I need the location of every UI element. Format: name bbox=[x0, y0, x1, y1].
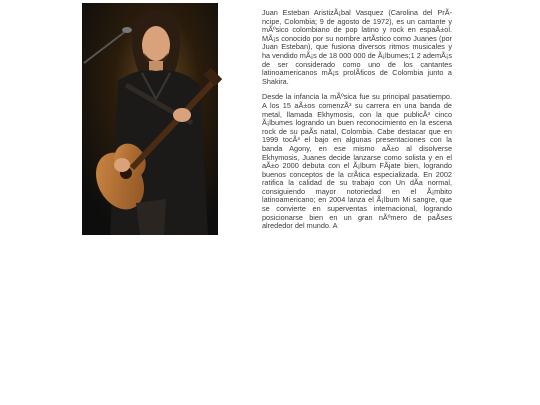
guitarist-photo bbox=[82, 3, 218, 235]
bio-paragraph-1: Juan Esteban AristizÃ¡bal Vasquez (Carolina del PrÃncipe, Colombia; 9 de agosto de 1972), es un cantante y mÃºsico colombiano de pop latino y rock en espaÃ±ol. MÃ¡s conocido por su nombre artÃstico como Juanes (por Juan Esteban), que fusiona diversos ritmos musicales y ha vendido mÃ¡s de 18 000 000 de Ã¡lbumes;1 2 ademÃ¡s de ser considerado como uno de los cantantes latinoamericanos mÃ¡s prolÃficos de Colombia junto a Shakira. bbox=[262, 8, 452, 86]
bio-paragraph-2: Desde la infancia la mÃºsica fue su principal pasatiempo. A los 15 aÃ±os comenzÃ³ su carrera en una banda de metal, llamada Ekhymosis, con la que publicÃ³ cinco Ã¡lbumes logrando un buen reconocimiento en la escena rock de su paÃs natal, Colombia. Cabe destacar que en 1999 tocÃ³ el bajo en algunas presentaciones con la banda Agony, en ese mismo aÃ±o al disolverse Ekhymosis, Juanes decide lanzarse como solista y en el aÃ±o 2000 debuta con el Ã¡lbum FÃjate bien, logrando buenos conceptos de la crÃtica especializada. En 2002 ratifica la calidad de su trabajo con Un dÃa normal, consiguiendo mayor notoriedad en el Ã¡mbito latinoamericano; en 2004 lanza el Ã¡lbum Mi sangre, que se convierte en superventas internacional, logrando posicionarse bien en un gran nÃºmero de paÃses alrededor del mundo. A bbox=[262, 92, 452, 231]
biography-text bbox=[262, 8, 452, 231]
guitarist-photo-icon bbox=[82, 3, 218, 235]
